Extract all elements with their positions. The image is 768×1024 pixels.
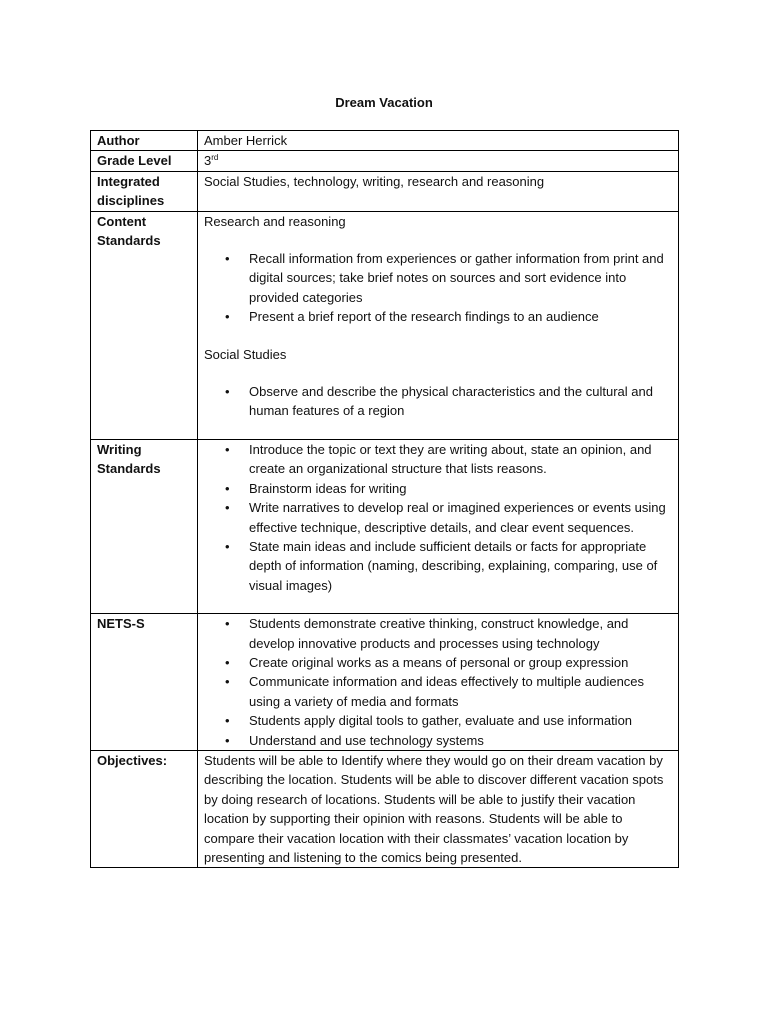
- bullet-icon: •: [225, 309, 230, 325]
- table-row-nets-s: [91, 614, 679, 751]
- row-value-nets-s: [198, 614, 679, 751]
- lesson-plan-table: [90, 130, 679, 868]
- list-item-text: Communicate information and ideas effectively to multiple audiences using a variety of media and formats: [249, 674, 645, 709]
- list-item: [204, 711, 672, 730]
- content-section-heading: Research and reasoning: [204, 213, 346, 229]
- list-item: [204, 479, 672, 498]
- bullet-icon: •: [225, 713, 230, 729]
- list-item-text: Students demonstrate creative thinking, construct knowledge, and develop innovative products and processes using technology: [249, 616, 629, 651]
- list-item-text: State main ideas and include sufficient details or facts for appropriate depth of information (naming, describing, explaining, comparing, use of visual images): [249, 538, 658, 593]
- bullet-icon: •: [225, 616, 230, 632]
- list-item-text: Recall information from experiences or gather information from print and digital sources; take brief notes on sources and sort evidence into provided categories: [249, 251, 664, 305]
- row-label-author: Author: [91, 131, 198, 151]
- bullet-icon: •: [225, 732, 230, 748]
- bullet-icon: •: [225, 674, 230, 690]
- content-bullet-list: [204, 382, 672, 421]
- content-section-heading: Social Studies: [204, 346, 287, 362]
- row-label-integrated-disciplines: Integrated disciplines: [91, 171, 198, 211]
- table-row-integrated-disciplines: [91, 171, 679, 211]
- list-item-text: Students apply digital tools to gather, evaluate and use information: [249, 713, 633, 729]
- list-item-text: Create original works as a means of personal or group expression: [249, 654, 629, 670]
- bullet-icon: •: [225, 500, 230, 516]
- list-item: [204, 731, 672, 750]
- row-label-nets-s: NETS-S: [91, 614, 198, 751]
- bullet-icon: •: [225, 480, 230, 496]
- row-label-objectives: Objectives:: [91, 750, 198, 867]
- list-item: [204, 614, 672, 653]
- list-item-text: Understand and use technology systems: [249, 732, 484, 748]
- bullet-icon: •: [225, 384, 230, 400]
- list-item: [204, 653, 672, 672]
- row-value-integrated-disciplines: Social Studies, technology, writing, research and reasoning: [198, 171, 679, 211]
- list-item: [204, 382, 672, 421]
- grade-suffix: rd: [211, 153, 219, 163]
- list-item: [204, 440, 672, 479]
- grade-number: 3: [204, 153, 212, 169]
- list-item: [204, 307, 672, 326]
- bullet-icon: •: [225, 251, 230, 267]
- row-value-content-standards: [198, 211, 679, 439]
- list-item-text: Write narratives to develop real or imagined experiences or events using effective technique, descriptive details, and clear event sequences.: [249, 500, 666, 535]
- table-row-writing-standards: [91, 439, 679, 613]
- row-label-content-standards: Content Standards: [91, 211, 198, 439]
- content-bullet-list: [204, 249, 672, 327]
- row-label-grade-level: Grade Level: [91, 151, 198, 171]
- bullet-icon: •: [225, 538, 230, 554]
- table-row-grade-level: [91, 151, 679, 171]
- table-row-author: [91, 131, 679, 151]
- nets-bullet-list: [204, 614, 672, 750]
- list-item: [204, 537, 672, 595]
- row-label-writing-standards: Writing Standards: [91, 439, 198, 613]
- list-item-text: Introduce the topic or text they are writing about, state an opinion, and create an organizational structure that lists reasons.: [249, 441, 652, 477]
- list-item-text: Present a brief report of the research findings to an audience: [249, 309, 599, 325]
- bullet-icon: •: [225, 654, 230, 670]
- list-item: [204, 672, 672, 711]
- list-item-text: Brainstorm ideas for writing: [249, 480, 407, 496]
- row-value-author: Amber Herrick: [198, 131, 679, 151]
- list-item-text: Observe and describe the physical characteristics and the cultural and human features of a region: [249, 384, 653, 419]
- bullet-icon: •: [225, 441, 230, 457]
- list-item: [204, 498, 672, 537]
- document-title: Dream Vacation: [335, 95, 433, 110]
- row-value-objectives: Students will be able to Identify where they would go on their dream vacation by describing the location. Students will be able to discover different vacation spots by doing research of locations. Students will be able to justify their vacation location by supporting their opinion with reasons. Students will be able to compare their vacation location with their classmates’ vacation location by presenting and listening to the comics being presented.: [198, 750, 679, 867]
- row-value-grade-level: [198, 151, 679, 171]
- writing-bullet-list: [204, 440, 672, 595]
- table-row-content-standards: [91, 211, 679, 439]
- list-item: [204, 249, 672, 307]
- table-row-objectives: [91, 750, 679, 867]
- row-value-writing-standards: [198, 439, 679, 613]
